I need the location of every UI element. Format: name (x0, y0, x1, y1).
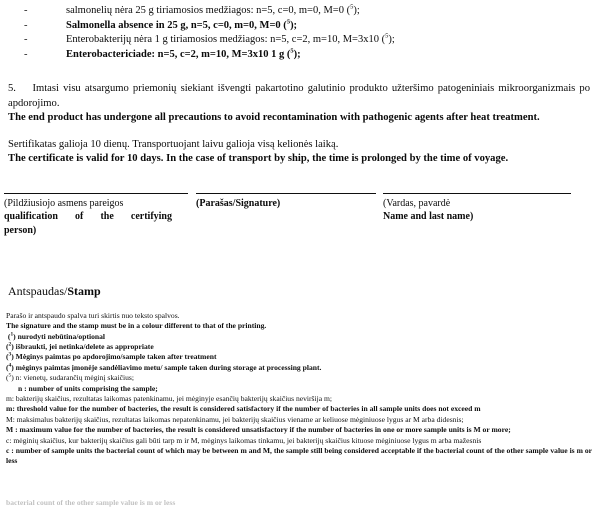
list-item (8, 19, 592, 34)
note-footnote-4: ($^4$) mėginys paimtas įmonėje sandėliavimo metu/ sample taken during storage at processing plant. (6, 362, 322, 372)
signature-block-qualification (4, 193, 188, 238)
criteria-text (28, 48, 301, 63)
criteria-list (0, 0, 600, 62)
criteria-text (28, 4, 360, 19)
bullet-dash: - (24, 5, 28, 16)
signature-caption-lt: (Vardas, pavardė (383, 197, 451, 209)
list-item (8, 33, 592, 48)
signature-caption-en: qualification of the certifying (4, 211, 172, 223)
clause-5-lithuanian (8, 82, 590, 111)
spacer (0, 62, 600, 82)
criteria-text-main: salmonelių nėra 25 g tiriamosios medžiagos: n=5, c=0, m=0, M=0 ( (66, 5, 351, 16)
note-footnote-5: ($^5$) n: vienetų, sudarančių mėginį skaičius; (6, 372, 134, 383)
footnote-ref: 5 (286, 18, 291, 26)
note-c-english: c : number of sample units the bacterial count of which may be between m and M, the sample still being considered acceptable if the bacterial count of the other sample value is m or less (6, 446, 592, 466)
criteria-text (28, 19, 297, 34)
note-c-lithuanian: c: mėginių skaičius, kur bakterijų skaičius gali būti tarp m ir M, mėginys laikomas tinkamu, jei bakterijų skaičius kituose mėginiuose lygus m arba mažesnis (6, 435, 482, 445)
note-footnote-1: ($^1$) nurodyti nebūtina/optional (6, 331, 106, 341)
stamp-heading-lt: Antspaudas/ (8, 283, 68, 298)
note-text: išbraukti, jei netinka/delete as appropriate (15, 342, 154, 351)
criteria-text (28, 33, 395, 48)
criteria-text-main: Salmonella absence in 25 g, n=5, c=0, m=0, M=0 ( (66, 19, 287, 31)
criteria-text-tail: ); (293, 48, 301, 60)
footnote-ref: 5 (290, 47, 294, 55)
signature-caption (4, 197, 188, 238)
note-m-lithuanian: m: bakterijų skaičius, rezultatas laikomas patenkinamu, jei mėginyje esančių bakterijų skaičius neviršija m; (6, 394, 333, 404)
footnote-ref: 5 (350, 3, 354, 11)
note-text: Mėginys paimtas po apdorojimo/sample taken after treatment (15, 352, 217, 362)
footnotes-block (0, 311, 600, 467)
criteria-text-main: Enterobactericiade: n=5, c=2, m=10, M=3x10 1 g ( (66, 48, 291, 60)
clause-number: 5. (8, 83, 16, 95)
note-m-english: m: threshold value for the number of bacteries, the result is considered satisfactory if the number of bacteries in all sample units does not exceed m (6, 404, 481, 414)
validity-lithuanian: Sertifikatas galioja 10 dienų. Transportuojant laivu galioja visą kelionės laiką. (8, 138, 339, 150)
footnote-marker: 2 (8, 341, 12, 348)
spacer (0, 126, 600, 138)
cut-off-text-line: bacterial count of the other sample value is m or less (6, 498, 176, 507)
footnote-marker: 4 (8, 362, 12, 369)
note-colour-lt: Parašo ir antspaudo spalva turi skirtis nuo teksto spalvos. (6, 310, 180, 320)
footnote-marker: 1 (10, 331, 14, 338)
footnote-marker: 3 (8, 351, 12, 358)
note-text: n: vienetų, sudarančių mėginį skaičius; (15, 373, 134, 383)
signature-caption-lt: (Parašas/Signature) (196, 197, 281, 209)
note-colour-en: The signature and the stamp must be in a colour different to that of the printing. (6, 321, 267, 331)
bullet-dash: - (24, 48, 28, 60)
signature-caption-en-2: person) (4, 224, 37, 236)
stamp-heading (0, 283, 600, 299)
signature-block-signature (196, 193, 376, 211)
list-item (8, 48, 592, 63)
signature-caption (383, 197, 571, 224)
note-M-english: M : maximum value for the number of bacteries, the result is considered unsatisfactory if the number of bacteries in one or more sample units is M or more; (6, 425, 511, 435)
list-item (8, 4, 592, 19)
criteria-text-tail: ); (388, 34, 395, 46)
footnote-marker: 5 (8, 372, 12, 379)
note-footnote-3: ($^3$) Mėginys paimtas po apdorojimo/sample taken after treatment (6, 351, 217, 362)
note-M-lithuanian: M: maksimalus bakterijų skaičius, rezultatas laikomas nepatenkinamu, jei bakterijų skaičius viename ar keliuose mėginiuose lygus ar M arba didesnis; (6, 414, 464, 424)
signature-caption-lt: (Pildžiusiojo asmens pareigos (4, 197, 124, 209)
bullet-dash: - (24, 19, 28, 31)
signature-caption (196, 197, 376, 211)
note-text: mėginys paimtas įmonėje sandėliavimo metu/ sample taken during storage at processing plant. (15, 362, 322, 372)
criteria-text-tail: ); (353, 5, 360, 16)
validity-block (0, 138, 600, 167)
clause-5-english: The end product has undergone all precautions to avoid recontamination with pathogenic agents after heat treatment. (8, 112, 540, 124)
validity-english: The certificate is valid for 10 days. In the case of transport by ship, the time is prolonged by the time of voyage. (8, 153, 509, 165)
note-n-english: n : number of units comprising the sample; (18, 383, 158, 393)
note-text: nurodyti nebūtina/optional (17, 331, 106, 341)
stamp-heading-en: Stamp (67, 283, 101, 298)
signature-rule (383, 193, 571, 194)
signature-block-name (383, 193, 571, 224)
signature-rule (196, 193, 376, 194)
signature-rule (4, 193, 188, 194)
clause-5 (0, 82, 600, 125)
footnote-ref: 5 (385, 32, 389, 40)
criteria-text-tail: ); (290, 19, 298, 31)
signature-area (0, 193, 600, 269)
criteria-text-main: Enterobakterijų nėra 1 g tiriamosios medžiagos: n=5, c=2, m=10, M=3x10 ( (66, 34, 386, 46)
clause-5-lt-text: Imtasi visu atsargumo priemonių siekiant išvengti pakartotino galutinio produkto užteršimo patogeniniais mikroorganizmais po apdorojimo. (8, 83, 590, 109)
note-footnote-2: ($^2$) išbraukti, jei netinka/delete as appropriate (6, 341, 154, 351)
bullet-dash: - (24, 34, 28, 46)
signature-caption-en: Name and last name) (383, 211, 474, 223)
